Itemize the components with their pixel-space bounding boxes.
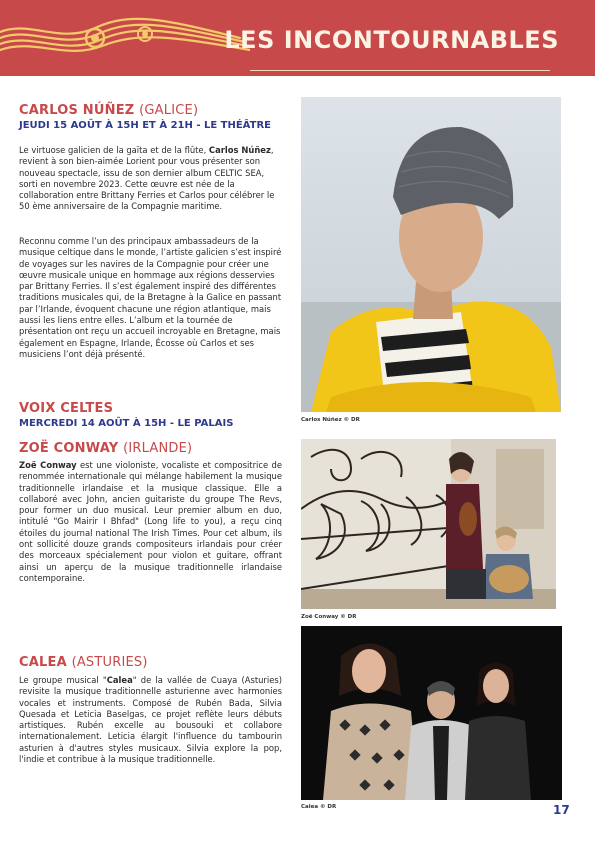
page-header-banner	[0, 0, 595, 76]
artist-name: CARLOS NÚÑEZ	[19, 103, 135, 118]
carlos-caption: Carlos Núñez © DR	[301, 417, 360, 423]
header-divider	[250, 70, 550, 71]
calea-photo	[301, 626, 562, 800]
text-run-bold: Calea	[106, 675, 133, 685]
wave-ornament-icon	[0, 14, 250, 64]
text-run-bold: Carlos Núñez	[208, 145, 271, 155]
page-number: 17	[553, 803, 570, 817]
zoe-photo	[301, 439, 556, 609]
carlos-date: JEUDI 15 AOÛT À 15H ET À 21H - LE THÉÂTRE	[19, 120, 271, 131]
calea-caption: Calea © DR	[301, 804, 337, 810]
carlos-title	[19, 103, 198, 118]
calea-paragraph	[19, 675, 282, 765]
artist-origin: (GALICE)	[139, 103, 199, 118]
artist-name: ZOË CONWAY	[19, 441, 119, 456]
text-run: Le virtuose galicien de la gaïta et de la flûte,	[19, 145, 209, 155]
voix-date: MERCREDI 14 AOÛT À 15H - LE PALAIS	[19, 418, 234, 429]
zoe-title	[19, 441, 192, 456]
artist-name: CALEA	[19, 655, 67, 670]
calea-title	[19, 655, 148, 670]
carlos-paragraph-2: Reconnu comme l’un des principaux ambassadeurs de la musique celtique dans le monde, l’artiste galicien s’est inspiré de voyages sur les navires de la Compagnie pour créer une œuvre musicale unique en hommage aux régions desservies par Brittany Ferries. Il s’est également inspiré des différentes traditions musicales qui, de la Bretagne à la Galice en passant par l’Irlande, évoquent chacune une région atlantique, mais aussi les liens entre elles. L’album et la tournée de présentation ont reçu un accueil incroyable en Bretagne, mais également en Espagne, Irlande, Écosse où Carlos et ses musiciens l’ont déjà présenté.	[19, 236, 282, 359]
carlos-paragraph-1	[19, 145, 282, 213]
text-run-bold: Zoë Conway	[19, 460, 77, 470]
zoe-paragraph	[19, 460, 282, 584]
zoe-caption: Zoë Conway © DR	[301, 614, 357, 620]
artist-origin: (ASTURIES)	[71, 655, 148, 670]
text-run: Le groupe musical "	[19, 675, 107, 685]
artist-origin: (IRLANDE)	[123, 441, 193, 456]
carlos-photo	[301, 97, 561, 412]
text-run: est une violoniste, vocaliste et compositrice de renommée internationale qui mélange habilement la musique traditionnelle irlandaise et la musique classique. Elle a collaboré avec John, ancien guitariste du groupe The Revs, pour former un duo musical. Leur premier album en duo, intitulé "Go Mairir I Bhfad" (Long life to you), a reçu cinq étoiles du journal national The Irish Times. Pour cet album, ils ont sollicité douze grands compositeurs irlandais pour créer des morceaux spécialement pour violon et guitare, offrant ainsi un aperçu de la musique traditionnelle irlandaise contemporaine.	[19, 460, 282, 583]
page-title: LES INCONTOURNABLES	[224, 26, 559, 54]
text-run: , revient à son bien-aimée Lorient pour vous présenter son nouveau spectacle, issu de son dernier album CELTIC SEA, sorti en novembre 2023. Cette œuvre est née de la collaboration entre Brittany Ferries et Carlos pour célébrer le 50 ème anniversaire de la Compagnie maritime.	[19, 145, 275, 212]
text-run: " de la vallée de Cuaya (Asturies) revisite la musique traditionnelle asturienne avec harmonies vocales et instruments. Composé de Rubén Bada, Silvia Quesada et Leticia Baselgas, ce projet reflète leurs débuts artistiques. Rubén excelle au bousouki et collabore internationalement. Leticia élargit l'influence du tambourin asturien à d'autres styles musicaux. Silvia explore la pop, l'indie et contribue à la musique traditionnelle.	[19, 675, 282, 765]
voix-title: VOIX CELTES	[19, 401, 114, 416]
